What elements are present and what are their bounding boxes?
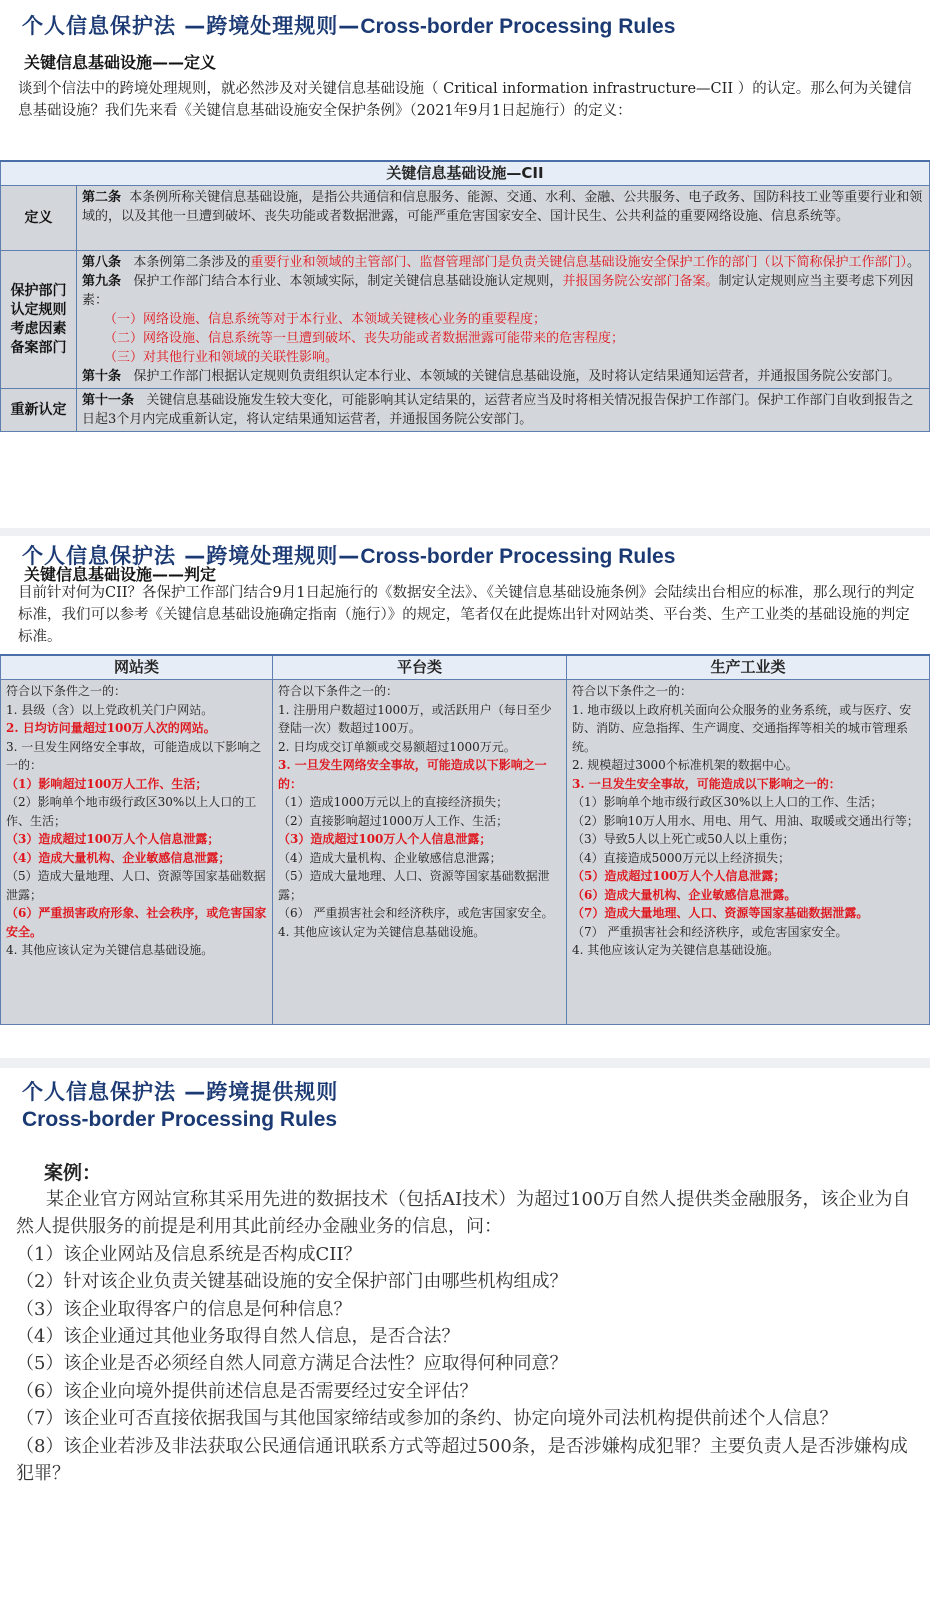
criteria-item: 3. 一旦发生网络安全事故，可能造成以下影响之一的： [6, 739, 262, 772]
row-label-definition: 定义 [1, 186, 77, 251]
slide-title-cn [22, 1076, 338, 1106]
case-question: （4）该企业通过其他业务取得自然人信息，是否合法？ [16, 1326, 460, 1348]
criteria-item: （2）影响10万人用水、用电、用气、用油、取暖或交通出行等； [572, 813, 919, 828]
article-10-text: 保护工作部门根据认定规则负责组织认定本行业、本领域的关键信息基础设施，及时将认定结果通知运营者，并通报国务院公安部门。 [133, 369, 901, 384]
criteria-item: （6） 严重损害社会和经济秩序，或危害国家安全。 [278, 906, 554, 920]
case-question: （2）针对该企业负责关键基础设施的安全保护部门由哪些机构组成？ [16, 1271, 568, 1293]
criteria-item: （6）造成大量机构、企业敏感信息泄露。 [572, 887, 797, 902]
title-english: Cross-border Processing Rules [360, 15, 676, 38]
row-label-reassessment: 重新认定 [1, 389, 77, 432]
article-9-highlight: 并报国务院公安部门备案。 [562, 274, 719, 289]
factor-3: （三）对其他行业和领域的关联性影响。 [104, 350, 339, 365]
criteria-item: （6）严重损害政府形象、社会秩序，或危害国家安全。 [6, 906, 267, 939]
criteria-item: 2. 规模超过3000个标准机架的数据中心。 [572, 758, 798, 772]
intro-paragraph: 谈到个信法中的跨境处理规则，就必然涉及对关键信息基础设施（ Critical information infrastructure—CII ）的认定。那么何为关键信息基础设施？我们先来看《关键信息基础设施安全保护条例》（2021年9月1日起施行）的定义： [18, 81, 912, 119]
criteria-item: 符合以下条件之一的： [572, 684, 693, 698]
slide-title-en [22, 1106, 337, 1132]
slide-cii-determination [0, 536, 930, 1058]
article-2-title: 第二条 [82, 190, 122, 205]
case-question: （1）该企业网站及信息系统是否构成CII？ [16, 1243, 362, 1265]
criteria-item: 1. 地市级以上政府机关面向公众服务的业务系统，或与医疗、安防、消防、应急指挥、生产调度、交通指挥等相关的城市管理系统。 [572, 702, 912, 754]
header-website: 网站类 [1, 655, 273, 680]
protection-cell [77, 251, 930, 389]
criteria-item: 4. 其他应该认定为关键信息基础设施。 [6, 943, 214, 957]
article-2-text: 本条例所称关键信息基础设施，是指公共通信和信息服务、能源、交通、水利、金融、公共服务、电子政务、国防科技工业等重要行业和领域的，以及其他一旦遭到破坏、丧失功能或者数据泄露，可能严重危害国家安全、国计民生、公共利益的重要网络设施、信息系统等。 [82, 190, 923, 224]
criteria-item: （2）直接影响超过1000万人工作、生活； [278, 813, 509, 828]
cii-definition-table [0, 160, 930, 432]
header-platform: 平台类 [273, 655, 567, 680]
article-9-factors-intro: 制定认定规则应当主要考虑下列因素： [82, 274, 914, 308]
criteria-item: （5）造成超过100万人个人信息泄露； [572, 869, 786, 883]
criteria-item: （5）造成大量地理、人口、资源等国家基础数据泄露； [278, 869, 550, 902]
title-english: Cross-border Processing Rules [360, 545, 676, 568]
criteria-item: 1. 县级（含）以上党政机关门户网站。 [6, 702, 214, 717]
criteria-item: （4）造成大量机构、企业敏感信息泄露； [278, 850, 502, 865]
title-chinese: 个人信息保护法 —跨境提供规则 [22, 1080, 339, 1104]
criteria-item: 符合以下条件之一的： [278, 684, 399, 698]
criteria-item: （1）影响单个地市级行政区30%以上人口的工作、生活； [572, 795, 883, 809]
platform-criteria [273, 680, 567, 1025]
header-industry: 生产工业类 [567, 655, 930, 680]
slide-cii-definition [0, 0, 930, 528]
title-english: Cross-border Processing Rules [22, 1108, 338, 1131]
criteria-item: 4. 其他应该认定为关键信息基础设施。 [572, 943, 780, 957]
criteria-item: 3. 一旦发生网络安全事故，可能造成以下影响之一的： [278, 758, 547, 791]
website-criteria [1, 680, 273, 1025]
criteria-item: （4）造成大量机构、企业敏感信息泄露； [6, 850, 231, 865]
article-9-title: 第九条 [82, 274, 122, 289]
criteria-item: 2. 日均访问量超过100万人次的网站。 [6, 721, 216, 735]
case-question: （5）该企业是否必须经自然人同意方满足合法性？应取得何种同意？ [16, 1353, 568, 1375]
criteria-item: （1）造成1000万元以上的直接经济损失； [278, 795, 509, 809]
title-chinese: 个人信息保护法 —跨境处理规则— [22, 544, 361, 568]
intro-paragraph: 目前针对何为CII？各保护工作部门结合9月1日起施行的《数据安全法》、《关键信息基础设施条例》会陆续出台相应的标准，那么现行的判定标准，我们可以参考《关键信息基础设施确定指南（施行）》的规定，笔者仅在此提炼出针对网站类、平台类、生产工业类的基础设施的判定标准。 [18, 585, 915, 645]
case-question: （7）该企业可否直接依据我国与其他国家缔结或参加的条约、协定向境外司法机构提供前述个人信息？ [16, 1408, 838, 1430]
article-10-title: 第十条 [82, 369, 122, 384]
article-11-text: 关键信息基础设施发生较大变化，可能影响其认定结果的，运营者应当及时将相关情况报告保护工作部门。保护工作部门自收到报告之日起3个月内完成重新认定，将认定结果通知运营者，并通报国务院公安部门。 [82, 393, 914, 427]
title-chinese: 个人信息保护法 —跨境处理规则— [22, 14, 361, 38]
article-8-highlight: 重要行业和领域的主管部门、监督管理部门是负责关键信息基础设施安全保护工作的部门（以下简称保护工作部门） [250, 255, 907, 270]
definition-cell [77, 186, 930, 251]
criteria-item: 4. 其他应该认定为关键信息基础设施。 [278, 924, 486, 939]
criteria-item: （7）造成大量地理、人口、资源等国家基础数据泄露。 [572, 906, 869, 920]
case-question: （3）该企业取得客户的信息是何种信息？ [16, 1298, 352, 1320]
row-label-protection: 保护部门认定规则考虑因素备案部门 [1, 251, 77, 389]
criteria-item: （7） 严重损害社会和经济秩序，或危害国家安全。 [572, 924, 848, 939]
criteria-item: （1）影响超过100万人工作、生活； [6, 776, 208, 791]
criteria-item: （3）造成超过100万人个人信息泄露； [6, 832, 220, 846]
case-intro: 某企业官方网站宣称其采用先进的数据技术（包括AI技术）为超过100万自然人提供类金融服务，该企业为自然人提供服务的前提是利用其此前经办金融业务的信息，问： [16, 1189, 911, 1238]
criteria-item: 3. 一旦发生安全事故，可能造成以下影响之一的： [572, 776, 841, 791]
case-heading: 案例： [44, 1162, 102, 1184]
slide-title [22, 10, 675, 40]
section-subtitle: 关键信息基础设施——判定 [24, 565, 217, 584]
article-8-end: 。 [906, 255, 920, 270]
article-8-text: 本条例第二条涉及的 [133, 255, 251, 270]
article-11-title: 第十一条 [82, 393, 135, 408]
industry-criteria [567, 680, 930, 1025]
article-9-text: 保护工作部门结合本行业、本领域实际，制定关键信息基础设施认定规则， [133, 274, 563, 289]
slide-case-study [0, 1068, 930, 1600]
criteria-item: （3）造成超过100万人个人信息泄露； [278, 832, 492, 846]
section-subtitle: 关键信息基础设施——定义 [24, 53, 217, 72]
criteria-item: （2）影响单个地市级行政区30%以上人口的工作、生活； [6, 795, 257, 828]
criteria-item: （3）导致5人以上死亡或50人以上重伤； [572, 832, 795, 846]
criteria-item: （4）直接造成5000万元以上经济损失； [572, 850, 791, 865]
criteria-item: 1. 注册用户数超过1000万，或活跃用户（每日至少登陆一次）数超过100万。 [278, 702, 552, 735]
case-question: （8）该企业若涉及非法获取公民通信通讯联系方式等超过500条，是否涉嫌构成犯罪？主要负责人是否涉嫌构成犯罪？ [16, 1435, 908, 1485]
case-body [16, 1186, 912, 1487]
factor-2: （二）网络设施、信息系统等一旦遭到破坏、丧失功能或者数据泄露可能带来的危害程度； [104, 331, 625, 346]
criteria-item: （5）造成大量地理、人口、资源等国家基础数据泄露； [6, 869, 266, 902]
case-question: （6）该企业向境外提供前述信息是否需要经过安全评估？ [16, 1380, 478, 1402]
cii-criteria-table [0, 654, 930, 1025]
table-header: 关键信息基础设施—CII [1, 161, 930, 186]
factor-1: （一）网络设施、信息系统等对于本行业、本领域关键核心业务的重要程度； [104, 312, 547, 327]
article-8-title: 第八条 [82, 255, 122, 270]
criteria-item: 2. 日均成交订单额或交易额超过1000万元。 [278, 739, 516, 754]
criteria-item: 符合以下条件之一的： [6, 684, 127, 698]
reassessment-cell [77, 389, 930, 432]
